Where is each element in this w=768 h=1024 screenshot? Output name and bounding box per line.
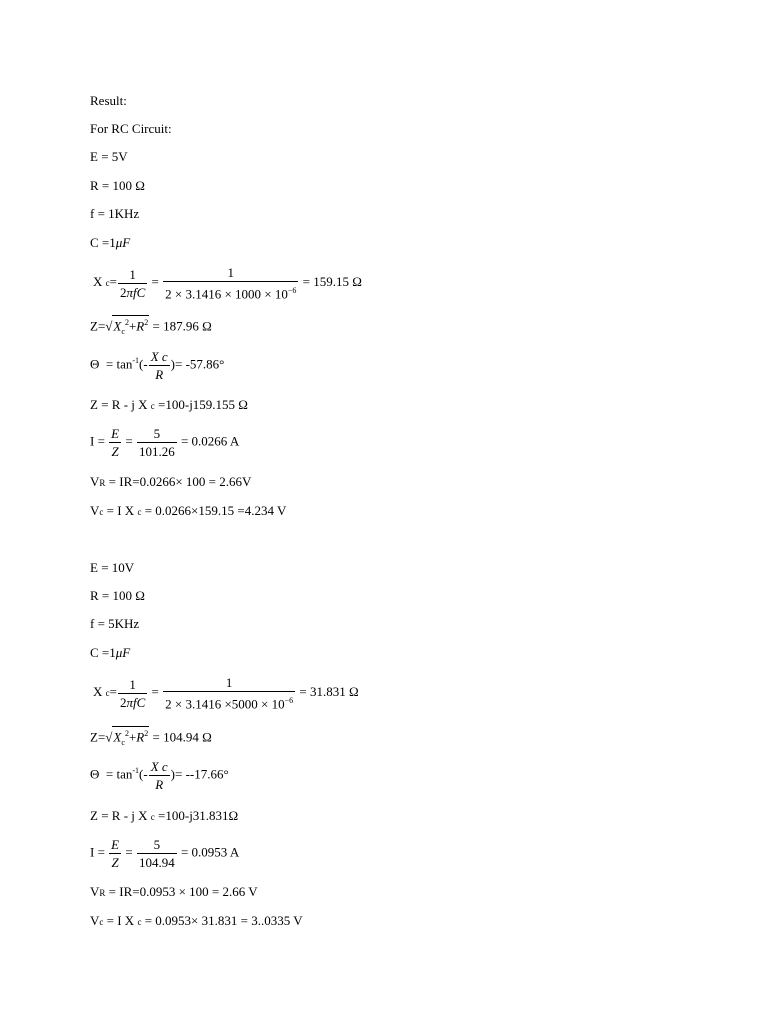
- z-magnitude-equation: $Z=√X_c^2+R^2 = 187.96$ Ω: [90, 315, 212, 339]
- c-value: C =1μF: [90, 235, 131, 250]
- z-magnitude-equation: $Z=√X_c^2+R^2 = 104.94$ Ω: [90, 726, 212, 750]
- r-value: R = 100 Ω: [90, 178, 145, 193]
- vc-equation: Vc = I X c = 0.0266×159.15 =4.234 V: [90, 503, 287, 518]
- z-complex-equation: Z = R - j X c =100-j159.155 Ω: [90, 397, 248, 412]
- f-value: f = 1KHz: [90, 206, 140, 221]
- vc-equation: Vc = I X c = 0.0953× 31.831 = 3..0335 V: [90, 913, 303, 928]
- result-heading: Result:: [90, 93, 127, 108]
- e-value: E = 5V: [90, 149, 128, 164]
- theta-equation: $\Theta = \tan^{-1}(-$ $\frac{\text{X c}}{R}$ )= --17.66°: [90, 759, 229, 792]
- xc-equation: X c= $\frac{1}{\text{2πfC}}$ = $\frac{1}{2 \times 3.1416 \times 1000 \times 10^{-6}}$ = 159.15 Ω: [93, 265, 362, 302]
- theta-equation: $\Theta = \tan^{-1}(-$ $\frac{\text{X c}}{R}$ )= -57.86°: [90, 349, 225, 382]
- current-equation: I = $\frac{E}{Z}$ = $\frac{5}{104.94}$ = 0.0953 A: [90, 837, 240, 870]
- xc-equation: X c= $\frac{1}{\text{2πfC}}$ = $\frac{1}{2 \times 3.1416 \times 5000 \times 10^{-6}}$ = 31.831 Ω: [93, 675, 359, 712]
- f-value: f = 5KHz: [90, 616, 140, 631]
- current-equation: I = $\frac{E}{Z}$ = $\frac{5}{101.26}$ = 0.0266 A: [90, 426, 240, 459]
- e-value: E = 10V: [90, 560, 135, 575]
- rc-circuit-heading: For RC Circuit:: [90, 121, 172, 136]
- vr-equation: VR = IR=0.0266× 100 = 2.66V: [90, 474, 252, 489]
- vr-equation: VR = IR=0.0953 × 100 = 2.66 V: [90, 884, 258, 899]
- r-value: R = 100 Ω: [90, 588, 145, 603]
- c-value: C =1μF: [90, 645, 131, 660]
- z-complex-equation: Z = R - j X c =100-j31.831Ω: [90, 808, 239, 823]
